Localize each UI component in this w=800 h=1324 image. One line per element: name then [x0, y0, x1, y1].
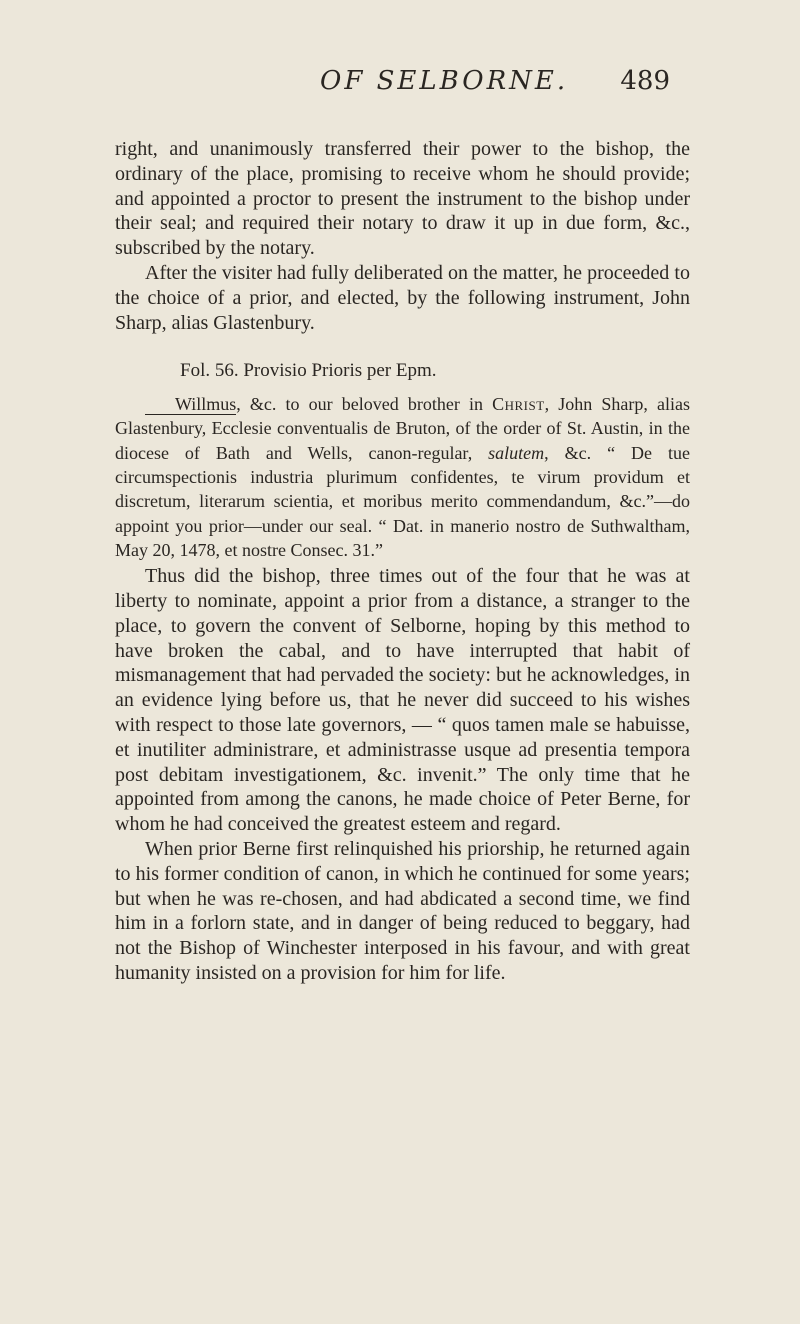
paragraph-1: right, and unanimously transferred their power to the bishop, the ordinary of the place, promising to receive whom he should provide; and appointed a proctor to present the instrument to the bishop under their seal; and required their notary to draw it up in due form, &c., subscribed by the notary. [115, 138, 690, 260]
quote-opening-word: Willmus [145, 395, 236, 415]
paragraph-4: When prior Berne first relinquished his priorship, he returned again to his former condition of canon, in which he continued for some years; but when he was re-chosen, and had abdicated a second time, we find him in a forlorn state, and in danger of being reduced to beggary, had not the Bishop of Winchester interposed in his favour, and with great humanity insisted on a provision for him for life. [115, 838, 690, 984]
running-title: OF SELBORNE. [320, 66, 569, 96]
quoted-document [115, 392, 690, 562]
quote-text-a: , &c. to our beloved brother in [236, 394, 493, 415]
quote-text-c: , &c. “ De tue circumspectionis industria plurimum confidentes, te virum providum et discretum, literarum scientia, et moribus merito commendandum, &c.”—do appoint you prior—under our seal. “ Dat. in manerio nostro de Suthwaltham, May 20, 1478, et nostre Consec. 31.” [115, 442, 690, 560]
quote-christ: Christ [492, 394, 545, 415]
page-header [0, 66, 800, 114]
body-text [115, 137, 690, 986]
page-number: 489 [620, 66, 670, 96]
paragraph-2: After the visiter had fully deliberated on the matter, he proceeded to the choice of a prior, and elected, by the following instrument, John Sharp, alias Glastenbury. [115, 261, 690, 334]
quote-text-b: , John Sharp, alias Glastenbury, Ecclesie conventualis de Bruton, of the order of St. Austin, in the diocese of Bath and Wells, canon-regular, [115, 394, 691, 463]
quote-heading: Fol. 56. Provisio Prioris per Epm. [180, 360, 437, 382]
quote-salutem: salutem [488, 442, 545, 463]
paragraph-3: Thus did the bishop, three times out of the four that he was at liberty to nominate, appoint a prior from a distance, a stranger to the place, to govern the convent of Selborne, hoping by this method to have broken the cabal, and to have interrupted that habit of mismanagement that had pervaded the society: but he acknowledges, in an evidence lying before us, that he never did succeed to his wishes with respect to those late governors, — “ quos tamen male se habuisse, et inutiliter administrare, et administrasse usque ad presentia tempora post debitam investigationem, &c. invenit.” The only time that he appointed from among the canons, he made choice of Peter Berne, for whom he had conceived the greatest esteem and regard. [115, 565, 690, 836]
